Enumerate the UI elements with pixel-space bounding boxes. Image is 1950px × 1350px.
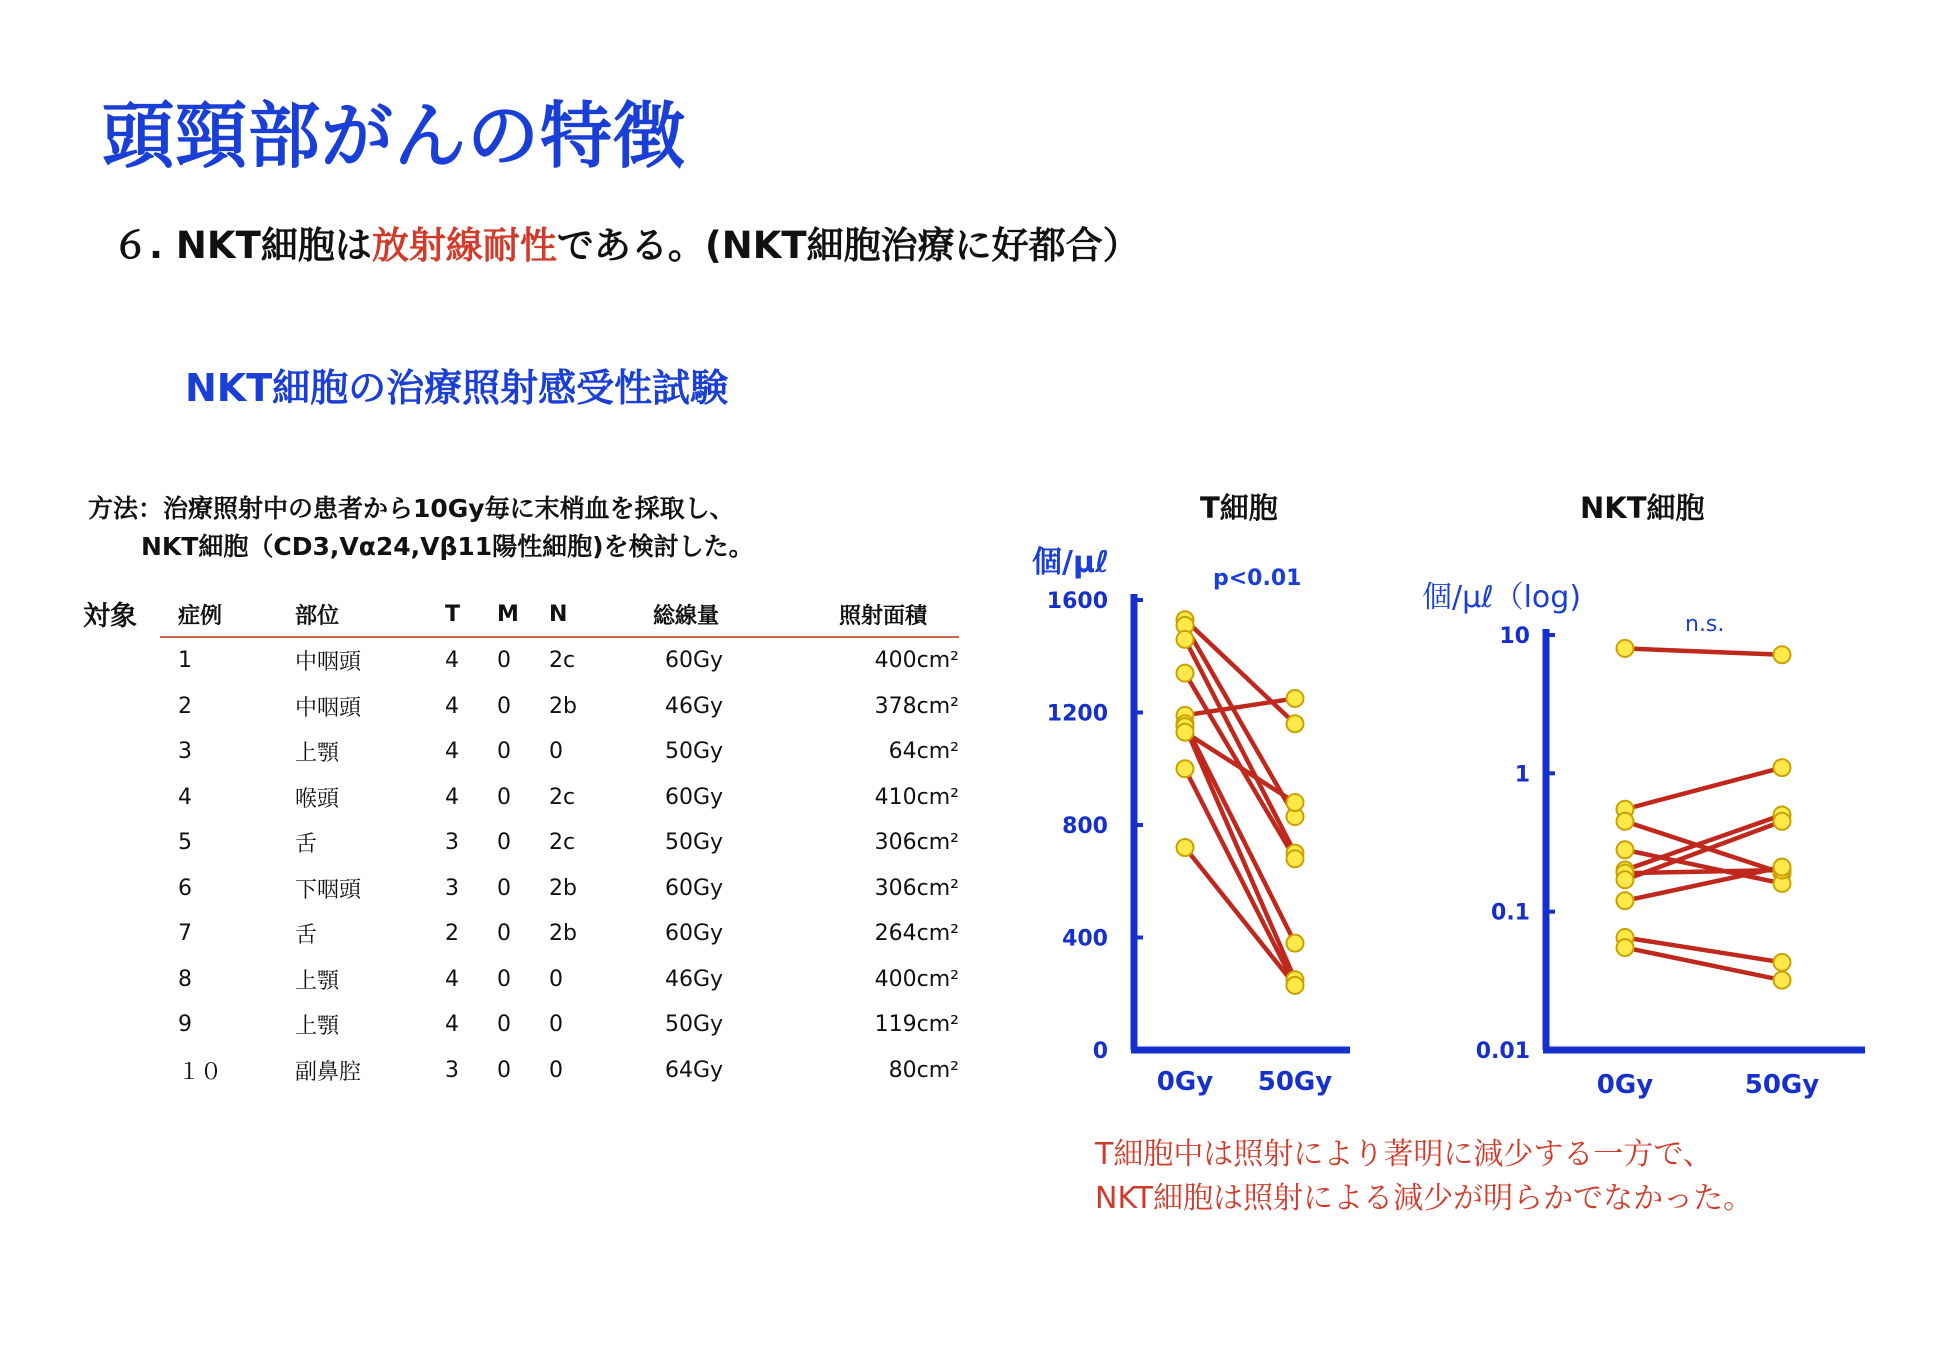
nkt-cell-data-point <box>1617 841 1634 858</box>
cell-m: 0 <box>497 830 511 856</box>
t-cell-data-point <box>1287 794 1304 811</box>
cell-n: 2b <box>549 875 577 901</box>
cell-field-area: 400cm² <box>874 648 959 674</box>
cell-n: 2c <box>549 648 576 674</box>
nkt-cell-y-tick-label: 0.1 <box>1491 900 1530 926</box>
header-field-area: 照射面積 <box>839 592 959 637</box>
nkt-cell-x-category-label: 50Gy <box>1744 1070 1820 1100</box>
cell-total-dose: 64Gy <box>665 1057 724 1083</box>
cell-n: 2c <box>549 784 576 810</box>
cell-case: 1 <box>178 648 192 674</box>
t-cell-y-tick-label: 800 <box>1062 814 1108 839</box>
y-axis-label-t-cell: 個/μℓ <box>1032 545 1110 580</box>
ns-annotation: n.s. <box>1685 612 1725 637</box>
t-cell-y-tick-label: 1600 <box>1046 589 1108 614</box>
cell-field-area: 306cm² <box>874 830 959 856</box>
t-cell-data-point <box>1177 665 1194 682</box>
cell-n: 0 <box>549 1057 563 1083</box>
cell-site: 中咽頭 <box>295 650 362 676</box>
header-site: 部位 <box>295 592 445 637</box>
cell-case: 7 <box>178 921 192 947</box>
cell-m: 0 <box>497 648 511 674</box>
cell-site: 副鼻腔 <box>295 1059 362 1085</box>
cell-total-dose: 46Gy <box>665 693 724 719</box>
t-cell-series-line <box>1185 769 1295 986</box>
cell-site: 上顎 <box>295 741 340 767</box>
cell-site: 上顎 <box>295 968 340 994</box>
nkt-cell-series-line <box>1625 648 1782 654</box>
t-cell-data-point <box>1287 935 1304 952</box>
cell-t: 4 <box>445 784 459 810</box>
cell-case: 8 <box>178 966 192 992</box>
t-cell-data-point <box>1177 724 1194 741</box>
conclusion-text <box>1095 1133 1753 1221</box>
cell-total-dose: 60Gy <box>665 921 724 947</box>
cell-case: 9 <box>178 1012 192 1038</box>
nkt-cell-data-point <box>1774 759 1791 776</box>
cell-site: 下咽頭 <box>295 877 362 903</box>
cell-t: 3 <box>445 1057 459 1083</box>
cell-m: 0 <box>497 966 511 992</box>
cell-total-dose: 50Gy <box>665 830 724 856</box>
cell-total-dose: 50Gy <box>665 739 724 765</box>
nkt-cell-data-point <box>1617 871 1634 888</box>
cell-n: 0 <box>549 966 563 992</box>
cell-case: 2 <box>178 693 192 719</box>
cell-t: 4 <box>445 648 459 674</box>
t-cell-data-point <box>1177 839 1194 856</box>
cell-total-dose: 60Gy <box>665 875 724 901</box>
method-line-2: NKT細胞（CD3,Vα24,Vβ11陽性細胞)を検討した。 <box>141 532 754 561</box>
cell-m: 0 <box>497 693 511 719</box>
conclusion-line-1: T細胞中は照射により著明に減少する一方で、 <box>1095 1137 1713 1172</box>
cell-total-dose: 60Gy <box>665 648 724 674</box>
p-value-annotation: p<0.01 <box>1213 566 1302 591</box>
cell-n: 0 <box>549 739 563 765</box>
cell-site: 舌 <box>295 832 318 858</box>
nkt-cell-y-tick-label: 10 <box>1499 624 1530 649</box>
nkt-cell-data-point <box>1617 892 1634 909</box>
nkt-cell-series-line <box>1625 768 1782 810</box>
cell-t: 3 <box>445 830 459 856</box>
nkt-cell-data-point <box>1774 954 1791 971</box>
t-cell-data-point <box>1177 631 1194 648</box>
nkt-cell-data-point <box>1774 646 1791 663</box>
section-subtitle: NKT細胞の治療照射感受性試験 <box>185 366 729 410</box>
cell-m: 0 <box>497 739 511 765</box>
nkt-cell-data-point <box>1774 972 1791 989</box>
cell-t: 2 <box>445 921 459 947</box>
chart-title-nkt-cell: NKT細胞 <box>1580 491 1705 525</box>
nkt-cell-data-point <box>1617 640 1634 657</box>
t-cell-y-tick-label: 0 <box>1092 1039 1108 1064</box>
cell-case: 4 <box>178 784 192 810</box>
t-cell-y-tick-label: 1200 <box>1046 701 1108 727</box>
cell-n: 2b <box>549 693 577 719</box>
cell-site: 舌 <box>295 923 318 949</box>
cell-total-dose: 60Gy <box>665 784 724 810</box>
nkt-cell-data-point <box>1617 813 1634 830</box>
cell-site: 上顎 <box>295 1014 340 1040</box>
cell-field-area: 80cm² <box>888 1057 959 1083</box>
t-cell-data-point <box>1287 977 1304 994</box>
t-cell-data-point <box>1177 760 1194 777</box>
cell-total-dose: 46Gy <box>665 966 724 992</box>
cell-m: 0 <box>497 921 511 947</box>
cell-case: １０ <box>178 1059 223 1085</box>
point-suffix: である。(NKT細胞治療に好都合） <box>556 224 1140 267</box>
conclusion-line-2: NKT細胞は照射による減少が明らかでなかった。 <box>1095 1181 1754 1216</box>
t-cell-x-category-label: 0Gy <box>1156 1067 1214 1097</box>
nkt-cell-y-tick-label: 1 <box>1514 762 1530 788</box>
page-title: 頭頸部がんの特徴 <box>102 94 687 178</box>
nkt-cell-series-line <box>1625 815 1782 870</box>
nkt-cell-x-category-label: 0Gy <box>1596 1070 1654 1100</box>
cell-site: 中咽頭 <box>295 695 362 721</box>
cell-t: 4 <box>445 1012 459 1038</box>
cell-total-dose: 50Gy <box>665 1012 724 1038</box>
cell-case: 5 <box>178 830 192 856</box>
point-highlight: 放射線耐性 <box>371 224 557 267</box>
t-cell-series-line <box>1185 848 1295 986</box>
cell-field-area: 306cm² <box>874 875 959 901</box>
t-cell-data-point <box>1287 850 1304 867</box>
t-cell-data-point <box>1287 690 1304 707</box>
cell-m: 0 <box>497 784 511 810</box>
cell-field-area: 400cm² <box>874 966 959 992</box>
cell-field-area: 378cm² <box>874 693 959 719</box>
nkt-cell-y-tick-label: 0.01 <box>1475 1039 1530 1064</box>
t-cell-series-line <box>1185 625 1295 816</box>
target-label: 対象 <box>83 601 137 632</box>
nkt-cell-data-point <box>1617 939 1634 956</box>
cell-t: 4 <box>445 966 459 992</box>
cell-n: 0 <box>549 1012 563 1038</box>
header-n: N <box>549 592 653 637</box>
cell-field-area: 64cm² <box>888 739 959 765</box>
header-m: M <box>497 592 549 637</box>
cell-n: 2c <box>549 830 576 856</box>
t-cell-data-point <box>1287 715 1304 732</box>
cell-field-area: 119cm² <box>874 1012 959 1038</box>
cell-t: 4 <box>445 693 459 719</box>
nkt-cell-data-point <box>1774 813 1791 830</box>
cell-t: 4 <box>445 739 459 765</box>
cell-t: 3 <box>445 875 459 901</box>
method-line-1: 方法：治療照射中の患者から10Gy毎に末梢血を採取し、 <box>88 494 735 523</box>
cell-m: 0 <box>497 875 511 901</box>
cell-site: 喉頭 <box>295 786 340 812</box>
t-cell-x-category-label: 50Gy <box>1257 1067 1333 1097</box>
y-axis-label-nkt-cell: 個/μℓ（log) <box>1422 580 1582 615</box>
cell-m: 0 <box>497 1057 511 1083</box>
cell-case: 6 <box>178 875 192 901</box>
point-prefix: ６. NKT細胞は <box>112 224 372 267</box>
cell-n: 2b <box>549 921 577 947</box>
nkt-cell-data-point <box>1774 859 1791 876</box>
header-total-dose: 総線量 <box>653 592 839 637</box>
nkt-cell-series-line <box>1625 938 1782 963</box>
chart-title-t-cell: T細胞 <box>1200 491 1278 525</box>
header-case: 症例 <box>160 592 295 637</box>
cell-m: 0 <box>497 1012 511 1038</box>
cell-field-area: 264cm² <box>874 921 959 947</box>
t-cell-y-tick-label: 400 <box>1062 926 1108 952</box>
cell-field-area: 410cm² <box>874 784 959 810</box>
cell-case: 3 <box>178 739 192 765</box>
header-t: T <box>445 592 497 637</box>
nkt-cell-series-line <box>1625 948 1782 981</box>
